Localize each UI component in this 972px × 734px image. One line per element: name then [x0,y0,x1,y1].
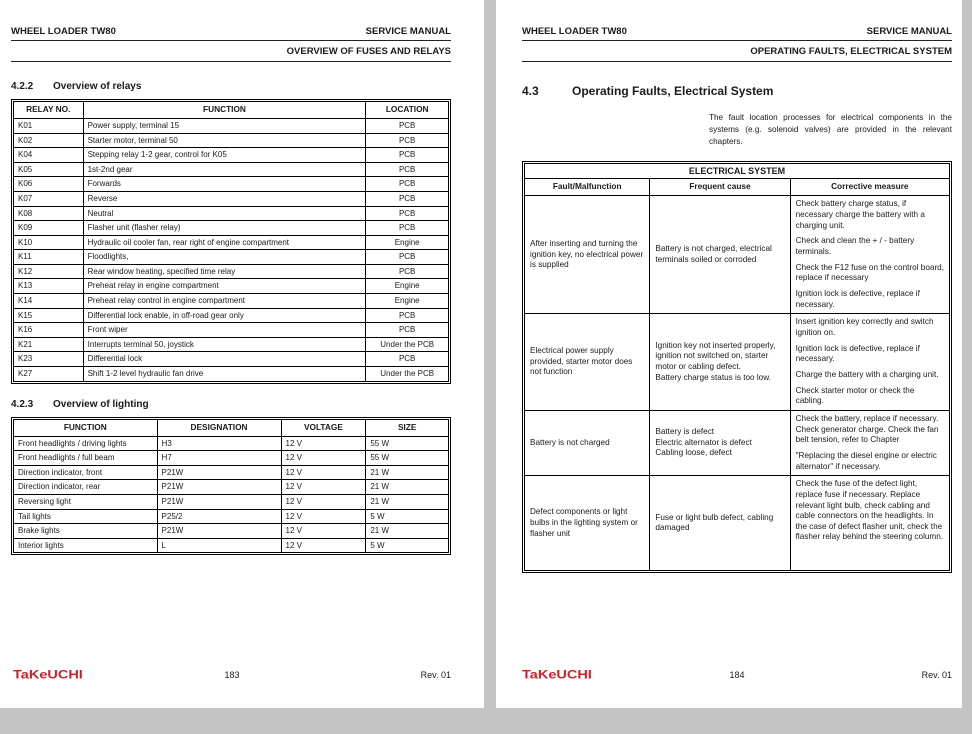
takeuchi-logo: TaKeUCHI [13,668,83,682]
table-row [525,196,950,314]
table-cell: 5 W [366,509,449,524]
table-row [525,410,950,475]
table-cell: K27 [14,367,84,382]
table-row [14,524,449,539]
page-header [522,26,952,41]
table-cell: K16 [14,323,84,338]
section-heading-lighting [11,399,451,410]
table-cell: PCB [366,177,449,192]
table-cell: PCB [366,191,449,206]
table-cell: Front headlights / full beam [14,451,158,466]
table-cell [790,410,949,475]
table-cell: K23 [14,352,84,367]
table-cell: PCB [366,221,449,236]
table-cell: 21 W [366,494,449,509]
table-cell: Check starter motor or check the cabling. [795,385,915,406]
table-cell: Check battery charge status, if necessary charge the battery with a charging unit. [795,199,925,230]
section-title: Overview of lighting [53,398,149,410]
table-cell: Check the fuse of the defect light, replace fuse if necessary. Replace relevant light bulb, check cabling and cable connectors on the headlights. In the case of defect flasher unit, check the flasher relay behind the steering column. [795,479,944,542]
table-row [14,323,449,338]
section-title: Operating Faults, Electrical System [572,84,774,98]
table-cell: L [157,538,281,553]
fault-table [524,163,950,572]
table-cell: Ignition lock is defective, replace if necessary. [795,289,920,309]
table-cell: PCB [366,118,449,133]
manual-label: SERVICE MANUAL [365,26,451,37]
relay-table [13,101,449,382]
table-cell: Interrupts terminal 50, joystick [83,337,366,352]
page-number: 184 [729,670,745,680]
table-cell: PCB [366,162,449,177]
column-header: Frequent cause [650,179,790,196]
table-row [14,367,449,382]
table-cell [650,314,790,411]
table-cell [650,476,790,571]
table-row [14,221,449,236]
table-cell: P21W [157,494,281,509]
section-title: Overview of relays [53,81,142,92]
table-row [14,118,449,133]
table-cell: 12 V [281,465,366,480]
relay-table-wrapper [11,99,451,384]
table-header-row [14,102,449,119]
table-cell: P21W [157,465,281,480]
table-cell [650,196,790,314]
table-cell: K12 [14,264,84,279]
table-cell: Rear window heating, specified time relay [83,264,366,279]
manual-label: SERVICE MANUAL [866,26,952,37]
intro-paragraph: The fault location processes for electrical components in the systems (e.g. solenoid valves) are provided in the relevant chapters. [709,113,952,146]
table-cell: 12 V [281,509,366,524]
table-cell: K08 [14,206,84,221]
table-cell: 12 V [281,451,366,466]
manual-page-183 [0,0,484,708]
column-header: DESIGNATION [157,419,281,436]
table-cell: K07 [14,191,84,206]
document-title: WHEEL LOADER TW80 [522,26,627,37]
page-footer [0,666,484,684]
table-cell: Floodlights, [83,250,366,265]
takeuchi-logo: TaKeUCHI [522,668,592,682]
lighting-table-wrapper [11,417,451,556]
table-cell: Stepping relay 1-2 gear, control for K05 [83,148,366,163]
table-cell: Cabling loose, defect [655,448,732,458]
table-cell: P25/2 [157,509,281,524]
table-cell: K15 [14,308,84,323]
table-cell: P21W [157,480,281,495]
table-cell: Flasher unit (flasher relay) [83,221,366,236]
section-number: 4.3 [522,84,539,98]
table-cell [790,476,949,571]
revision-label: Rev. 01 [420,670,451,680]
table-cell: Ignition key not inserted properly, ignition not switched on, starter motor or cabling defect. [655,340,776,372]
column-header: Corrective measure [790,179,949,196]
table-cell: 12 V [281,494,366,509]
table-cell: Battery is not charged, electrical terminals soiled or corroded [655,244,772,264]
table-cell: K14 [14,294,84,309]
table-cell: 12 V [281,524,366,539]
table-cell: 12 V [281,480,366,495]
table-row [14,436,449,451]
table-cell: H3 [157,436,281,451]
table-row [525,476,950,571]
table-cell: "Replacing the diesel engine or electric alternator" if necessary. [795,450,937,471]
manual-page-184 [496,0,962,708]
table-cell: Insert ignition key correctly and switch ignition on. [795,317,934,337]
table-row [14,494,449,509]
table-cell: Tail lights [14,509,158,524]
column-header: RELAY NO. [14,102,84,119]
section-heading-relays [11,81,451,92]
table-cell: Engine [366,279,449,294]
table-cell: Check the battery, replace if necessary. Check generator charge. Check the fan belt tension, refer to Chapter [795,413,939,445]
table-cell: Differential lock enable, in off-road gear only [83,308,366,323]
table-cell: K01 [14,118,84,133]
table-cell: 55 W [366,436,449,451]
table-row [14,352,449,367]
table-row [14,148,449,163]
table-cell: 21 W [366,524,449,539]
table-row [14,538,449,553]
table-cell: Charge the battery with a charging unit. [795,369,939,379]
table-row [14,509,449,524]
chapter-title: OPERATING FAULTS, ELECTRICAL SYSTEM [522,41,952,62]
table-cell: PCB [366,148,449,163]
table-cell: Preheat relay control in engine compartment [83,294,366,309]
table-cell: Battery is defect [655,427,715,437]
section-number: 4.2.3 [11,398,34,410]
column-header: SIZE [366,419,449,436]
table-row [14,206,449,221]
table-cell: PCB [366,250,449,265]
table-cell: PCB [366,352,449,367]
table-row [14,480,449,495]
table-cell: P21W [157,524,281,539]
table-cell: Battery charge status is too low. [655,372,771,382]
table-cell: Reversing light [14,494,158,509]
table-cell: Forwards [83,177,366,192]
table-cell: 21 W [366,465,449,480]
table-row [14,235,449,250]
column-header: FUNCTION [14,419,158,436]
table-cell: Hydraulic oil cooler fan, rear right of engine compartment [83,235,366,250]
table-row [14,294,449,309]
table-cell: Fuse or light bulb defect, cabling damaged [655,512,774,533]
table-cell: Engine [366,235,449,250]
table-cell: PCB [366,264,449,279]
column-header: FUNCTION [83,102,366,119]
table-cell: K06 [14,177,84,192]
table-row [14,264,449,279]
column-header: LOCATION [366,102,449,119]
chapter-title: OVERVIEW OF FUSES AND RELAYS [11,41,451,62]
table-cell: Under the PCB [366,367,449,382]
table-cell: Electric alternator is defect [655,437,752,447]
table-cell: PCB [366,308,449,323]
table-cell: After inserting and turning the ignition key, no electrical power is supplied [525,196,650,314]
table-cell: Starter motor, terminal 50 [83,133,366,148]
table-cell: Front headlights / driving lights [14,436,158,451]
table-cell: 21 W [366,480,449,495]
table-cell: Engine [366,294,449,309]
table-cell: Check the F12 fuse on the control board, replace if necessary [795,262,944,283]
section-number: 4.2.2 [11,81,34,92]
table-cell: Neutral [83,206,366,221]
table-title-row [525,163,950,179]
table-title: ELECTRICAL SYSTEM [525,163,950,179]
table-header-row [525,179,950,196]
table-cell: PCB [366,323,449,338]
table-row [14,177,449,192]
table-cell: K21 [14,337,84,352]
table-cell: K11 [14,250,84,265]
table-cell: K09 [14,221,84,236]
table-cell: Reverse [83,191,366,206]
table-cell [790,314,949,411]
table-row [14,162,449,177]
table-cell: K13 [14,279,84,294]
table-cell: Check and clean the + / - battery terminals. [795,236,915,257]
table-row [14,337,449,352]
table-cell: 55 W [366,451,449,466]
column-header: VOLTAGE [281,419,366,436]
table-cell: 1st-2nd gear [83,162,366,177]
table-row [14,133,449,148]
table-cell: K04 [14,148,84,163]
table-cell: Under the PCB [366,337,449,352]
section-heading-faults [522,84,952,98]
lighting-table [13,419,449,554]
table-cell: Interior lights [14,538,158,553]
table-row [14,191,449,206]
column-header: Fault/Malfunction [525,179,650,196]
fault-table-wrapper [522,161,952,574]
table-cell: Preheat relay in engine compartment [83,279,366,294]
page-number: 183 [224,670,240,680]
document-title: WHEEL LOADER TW80 [11,26,116,37]
table-cell: 12 V [281,436,366,451]
table-cell: Electrical power supply provided, starter motor does not function [525,314,650,411]
table-row [14,465,449,480]
table-row [14,451,449,466]
table-cell: PCB [366,206,449,221]
table-cell [650,410,790,475]
page-footer [496,666,962,684]
table-row [14,250,449,265]
table-cell [790,196,949,314]
table-cell: Defect components or light bulbs in the lighting system or flasher unit [525,476,650,571]
table-cell: 12 V [281,538,366,553]
table-cell: K05 [14,162,84,177]
table-cell: Power supply, terminal 15 [83,118,366,133]
table-cell: K10 [14,235,84,250]
table-cell: PCB [366,133,449,148]
table-row [525,314,950,411]
table-cell: Differential lock [83,352,366,367]
table-cell: H7 [157,451,281,466]
table-cell: Shift 1-2 level hydraulic fan drive [83,367,366,382]
table-cell: K02 [14,133,84,148]
page-header [11,26,451,41]
table-header-row [14,419,449,436]
table-cell: Brake lights [14,524,158,539]
table-cell: Battery is not charged [525,410,650,475]
revision-label: Rev. 01 [921,670,952,680]
table-cell: 5 W [366,538,449,553]
table-row [14,308,449,323]
table-cell: Ignition lock is defective, replace if necessary. [795,343,920,364]
table-cell: Front wiper [83,323,366,338]
table-cell: Direction indicator, front [14,465,158,480]
table-cell: Direction indicator, rear [14,480,158,495]
table-row [14,279,449,294]
